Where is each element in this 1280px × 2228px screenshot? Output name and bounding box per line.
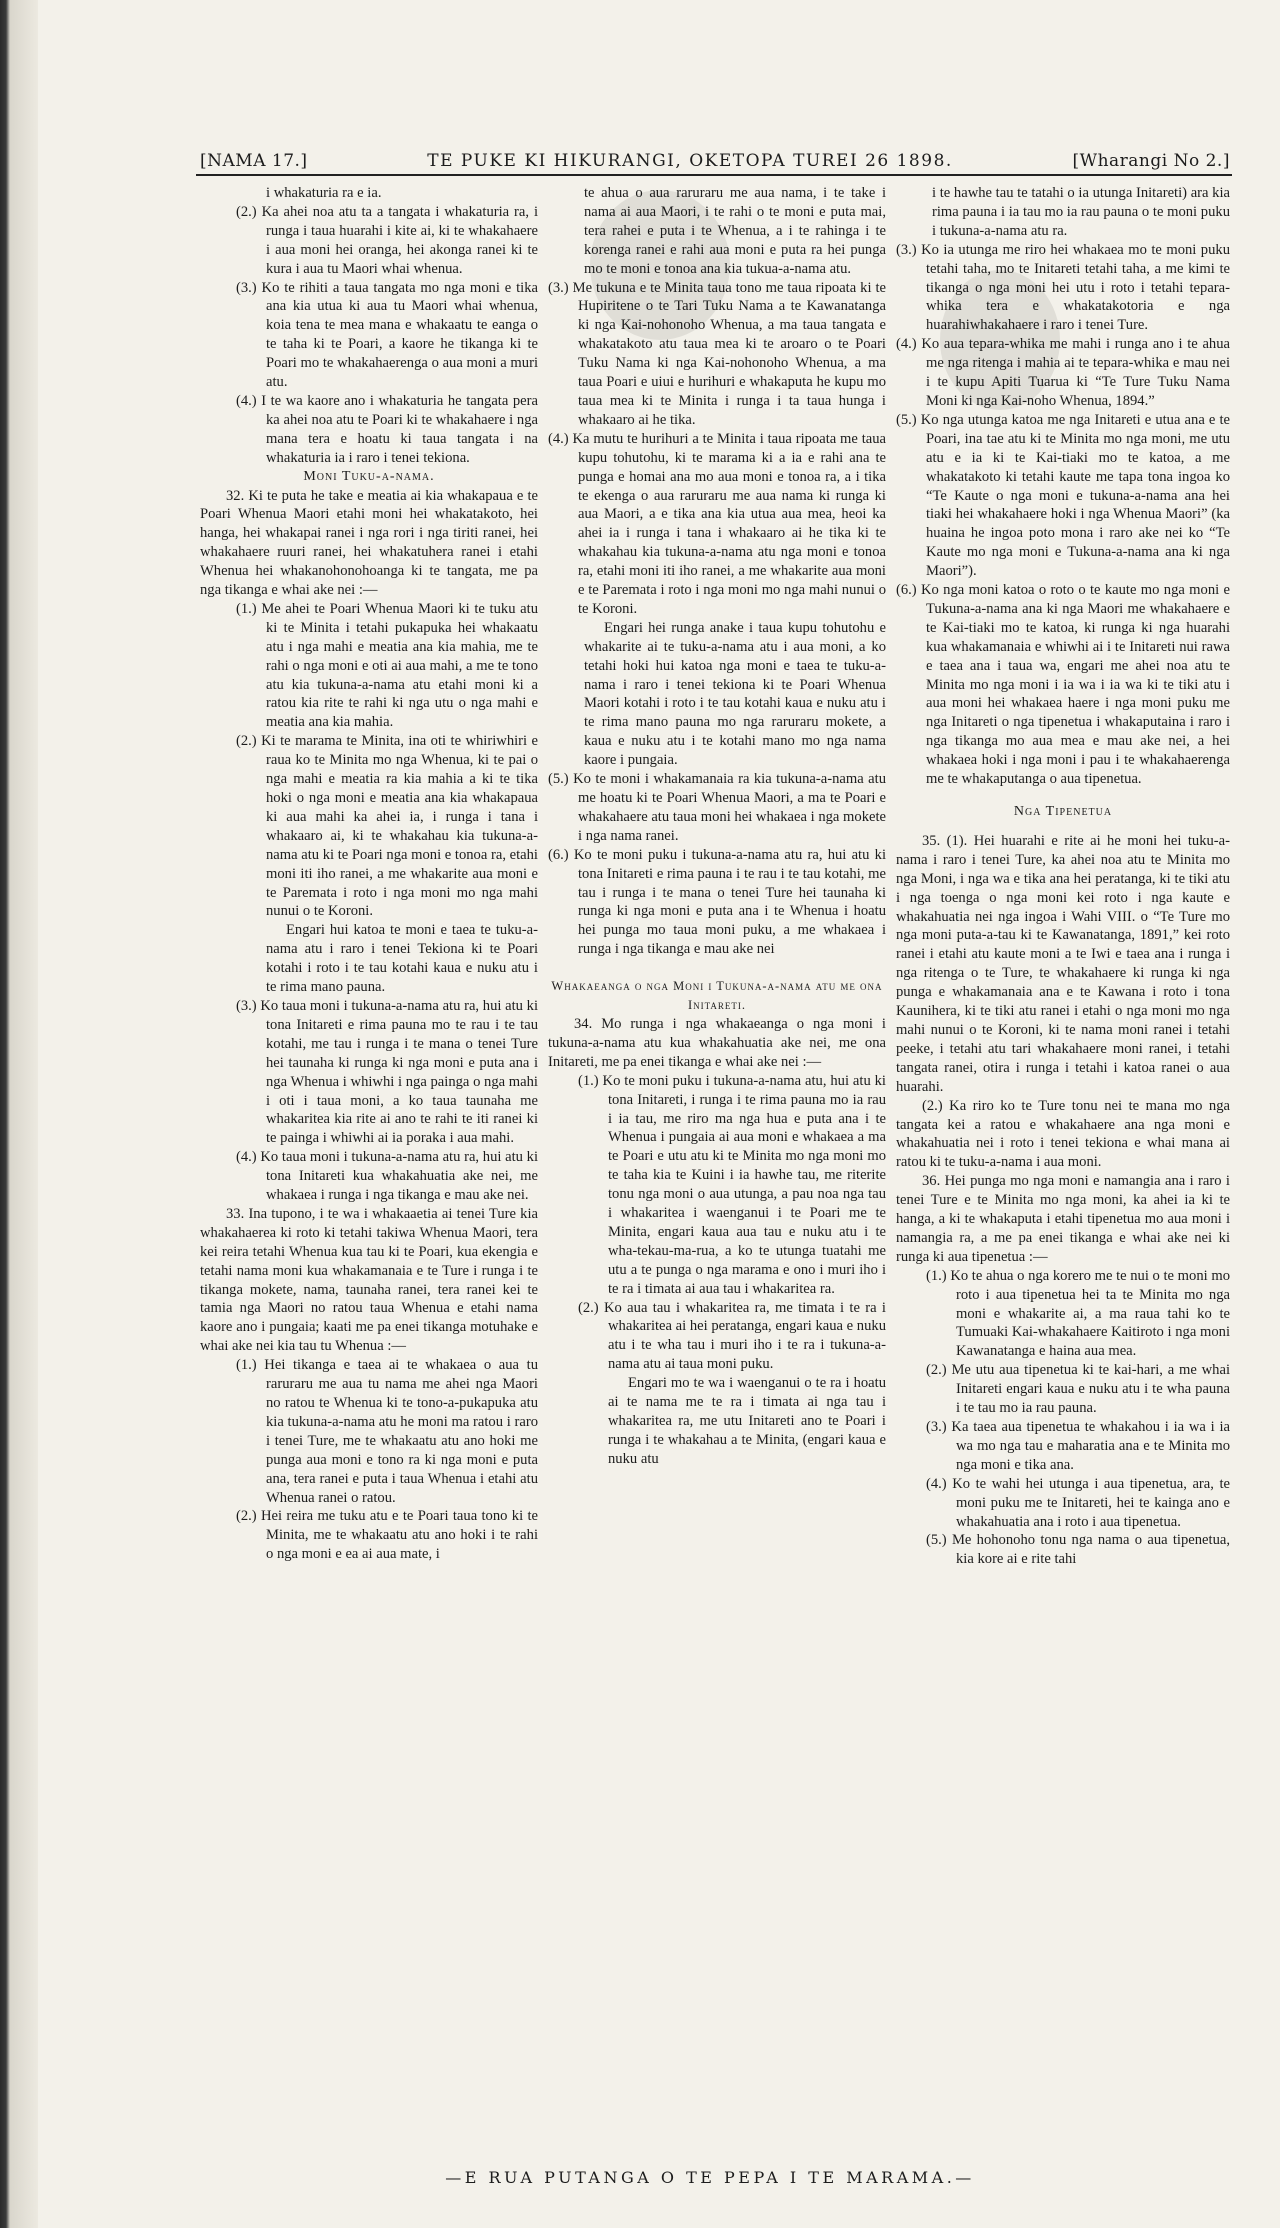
section-paragraph: 32. Ki te puta he take e meatia ai kia whakapaua e te Poari Whenua Maori etahi moni hei whakatakoto, hei hanga, hei whakapai ranei i nga rori i nga tiriti ranei, hei whakahaere ruuri ranei, hei whakatuhera ranei i etahi Whenua hei whakanohonohoanga ki te tangata, me pa nga tikanga e whai ake nei :— [200,487,538,599]
clause: (6.) Ko te moni puku i tukuna-a-nama atu ra, hui atu ki tona Initareti e rima pauna i te rau i te tau kotahi, me tau i runga i te mana o tenei Ture hei taunaha ki runga ki nga moni e puta ana i te Whenua i hoatu hei punga mo taua moni puku, a me whakaea i runga i nga tikanga e mau ake nei [548,846,886,958]
clause: (1.) Hei tikanga e taea ai te whakaea o aua tu raruraru me aua tu nama me ahei nga Maori no ratou te Whenua ki te tono-a-pukapuka atu kia tukuna-a-nama atu he moni ma ratou i raro i tenei Ture, me te whakaatu atu ano hoki me punga aua moni e tono ra ki nga moni e puta ana, tera ranei e puta i taua Whenua i etahi atu Whenua ranei o ratou. [236,1357,538,1506]
clause: (5.) Me hohonoho tonu nga nama o aua tipenetua, kia kore ai e rite tahi [926,1532,1230,1568]
clause: (4.) I te wa kaore ano i whakaturia he tangata pera ka ahei noa atu te Poari ki te whakahaere i nga mana tera e hoatu ki taua tangata i na whakaturia ia i raro i tenei tekiona. [236,392,538,466]
section-paragraph: 35. (1). Hei huarahi e rite ai he moni hei tuku-a-nama i raro i tenei Ture, ka ahei noa atu te Minita mo nga Moni, i nga wa e tika ana hei peratanga, ki te tiki atu i nga toenga o nga moni kei roto i nga kaute e whakahuatia nei nga ingoa i Wahi VIII. o “Te Ture mo nga moni puta-a-tau ki te Kawanatanga, 1891,” kei roto ranei i etahi atu kaute moni a te Iwi e taea ana i runga i nga ritenga o te Ture, te whakahaere ki runga ki nga punga e whakamanaia ana e te Kawana i roto i tona Kaunihera, ki te tiki atu ranei i etahi o nga moni mo nga mahi nunui o te Koroni, ki te nama moni ranei i tetahi peeke, i tetahi atu tari whakahaere moni ranei, i tetahi tangata ranei, otira i runga i tetahi i katoa ranei o aua huarahi. [896,832,1230,1095]
paragraph: te ahua o aua raruraru me aua nama, i te take i nama ai aua Maori, i te rahi o te moni e puta mai, tera rahei e puta i te Whenua, a i te rahinga i te korenga ranei e rahi aua moni e puta ra hei punga mo te moni e tonoa ana kia tukua-a-nama atu. [584,185,886,277]
clause: (6.) Ko nga moni katoa o roto o te kaute mo nga moni e Tukuna-a-nama ana ki nga Maori me whakahaere e te Kai-tiaki mo te katoa, ki runga ki nga huarahi kua whakamanaia e whiwhi ai i te Initareti nui rawa e taea ana i taua wa, engari me ahei noa atu te Minita mo nga moni i ia wa i ia wa ki te tiki atu i aua moni hei whakaea haere i nga moni puku me nga Initareti o nga tipenetua i whakaputaina i raro i nga tikanga mo aua mea e mau ake nei, a hei whakaea hoki i nga moni i pau i te whakahaerenga me te whakaputanga o aua tipenetua. [896,582,1230,788]
clause: (5.) Ko nga utunga katoa me nga Initareti e utua ana e te Poari, ina tae atu ki te Minita mo nga moni, me utu atu e ia ki te Kai-tiaki mo te katoa, a me whakatakoto ki tetahi kaute me tapa tona ingoa ko “Te Kaute o nga moni e tukuna-a-nama ana hei tiaki hei whakahaere hoki i nga Whenua Maori” (ka huaina he ingoa poto mona i raro ake nei ko “Te Kaute mo nga moni e Tukuna-a-nama ana ki nga Maori”). [896,411,1230,580]
clause: (3.) Ko te rihiti a taua tangata mo nga moni e tika ana kia utua ki aua tu Maori whai whenua, koia tena te mea mana e whakaatu te eanga o te taha ki te Poari, a kaore he tikanga ki te Poari mo te whakahaerenga o aua moni a muri atu. [236,279,538,391]
proviso: Engari hui katoa te moni e taea te tuku-a-nama atu i raro i tenei Tekiona ki te Poari kotahi i roto i te tau kotahi kaua e nuku atu i te rima mano pauna. [266,922,538,996]
clause: (4.) Ko aua tepara-whika me mahi i runga ano i te ahua me nga ritenga i mahia ai te tepara-whika e mau nei i te kupu Apiti Tuarua ki “Te Ture Tuku Nama Moni ki nga Kai-noho Whenua, 1894.” [896,336,1230,409]
section-heading: Nga Tipenetua [1013,804,1113,819]
paragraph: i te hawhe tau te tatahi o ia utunga Initareti) ara kia rima pauna i ia tau mo ia rau pauna o te moni puku i tukuna-a-nama atu ra. [932,185,1230,239]
clause: (5.) Ko te moni i whakamanaia ra kia tukuna-a-nama atu me hoatu ki te Poari Whenua Maori, a ma te Poari e whakahaere atu taua moni hei whakaea i nga mokete i nga nama ranei. [548,771,886,844]
page-footer: —E RUA PUTANGA O TE PEPA I TE MARAMA.— [445,2168,975,2187]
clause: (4.) Ko taua moni i tukuna-a-nama atu ra, hui atu ki tona Initareti kua whakahuatia ake nei, me whakaea i runga i nga tikanga e mau ake nei. [236,1149,538,1204]
column-1 [200,184,538,1564]
proviso: Engari mo te wa i waenganui o te ra i hoatu ai te nama me te ra i timata ai nga tau i whakaritea ra, me utu Initareti ano te Poari i runga i te whakahau a te Minita, (engari kaua e nuku atu [608,1375,886,1467]
clause: (3.) Ka taea aua tipenetua te whakahou i ia wa i ia wa mo nga tau e maharatia ana e te Minita mo nga moni e tika ana. [926,1419,1230,1473]
clause: (4.) Ka mutu te hurihuri a te Minita i taua ripoata me taua kupu tohutohu, ki te marama ki a ia e rahi ana te punga e homai ana mo aua moni e tonoa ra, a i tika te ekenga o aua raruraru me aua nama ki runga ki aua Maori, a e tika ana kia utua aua mea, heoi ka ahei ia i runga i tana i whakaaro ai he tika ki te whakahau kia tukuna-a-nama atu nga moni e tonoa ra, etahi moni iti iho ranei, a me whakarite aua moni e te Paremata i roto i nga moni mo nga mahi nunui o te Koroni. [548,430,886,617]
page-binding-edge [0,0,38,2228]
clause: (1.) Ko te ahua o nga korero me te nui o te moni mo roto i aua tipenetua hei ta te Minita mo nga moni e whakarite ai, a ma raua tahi ko te Tumuaki Kai-whakahaere Kaitiroto i nga moni Kawanatanga e haina aua mea. [926,1267,1230,1360]
section-heading: Moni Tuku-a-nama. [303,468,435,484]
clause: (2.) Me utu aua tipenetua ki te kai-hari, a me whai Initareti engari kaua e nuku atu i te wha pauna i te tau mo ia rau pauna. [926,1362,1230,1417]
header-rule [196,174,1232,176]
paragraph: i whakaturia ra e ia. [266,185,382,201]
clause: (1.) Ko te moni puku i tukuna-a-nama atu, hui atu ki tona Initareti, i runga i te rima pauna mo ia rau i ia tau, me riro ma nga hua e puta ana i te Whenua i pungaia ai aua moni e whakaea a ma te Poari e utu atu ki te Minita mo nga moni mo te taha kia te Kuini i ia hawhe tau, me riterite tonu nga moni o aua utunga, a pau noa nga tau i whakaritea i waenganui i te Poari me te Minita, engari kaua aua tau e nuku atu i te wha-tekau-ma-rua, a ko te utunga tuatahi me utu a te punga o nga marama e ono i muri iho i te ra i timata ai aua tau i whakaritea ra. [578,1072,886,1297]
clause: (2.) Ki te marama te Minita, ina oti te whiriwhiri e raua ko te Minita mo nga Whenua, ki te pai o nga mahi e meatia ra kia mahia a ki te tika hoki o nga moni e meatia ana kia whakapaua ki aua mahi ka ahei ia, i runga i tana i whakaaro ai, ki te whakahau kia tukuna-a-nama atu ki te Poari nga moni e tonoa ra, etahi moni iti iho ranei, a me whakarite aua moni e te Paremata i roto i nga moni mo nga mahi nunui o te Koroni. [236,733,538,920]
clause: (2.) Hei reira me tuku atu e te Poari taua tono ki te Minita, me te whakaatu atu ano hoki i te rahi o nga moni e ea ai aua mate, i [236,1508,538,1563]
clause: (2.) Ka ahei noa atu ta a tangata i whakaturia ra, i runga i taua huarahi i kite ai, ki te whakahaere i aua moni hei oranga, hei akonga ranei ki te kura i aua tu Maori whai whenua. [236,203,538,277]
clause: (4.) Ko te wahi hei utunga i aua tipenetua, ara, te moni puku me te Initareti, hei te kainga ano e whakahuatia ana i roto i aua tipenetua. [926,1475,1230,1530]
section-heading: Whakaeanga o nga Moni i Tukuna-a-nama atu me ona Initareti. [551,979,883,1013]
ink-smudge [590,190,730,340]
proviso: Engari hei runga anake i taua kupu tohutohu e whakarite ai te tuku-a-nama atu i aua moni, a ko tetahi hoki hui katoa nga moni e taea te tuku-a-nama i raro i tenei tekiona ki te Poari Whenua Maori kotahi i roto i te tau kotahi kaua e nuku atu i te rima mano pauna mo nga raruraru mokete, a kaua e nuku atu i te kotahi mano mo nga nama kaore i pungaia. [584,619,886,769]
issue-number: [NAMA 17.] [200,151,308,171]
column-2 [548,184,886,1469]
section-paragraph: 36. Hei punga mo nga moni e namangia ana i raro i tenei Ture e te Minita mo nga moni, ka ahei ia ki te hanga, a ki te whakaputa i etahi tipenetua mo aua moni i namangia ra, a me pa enei tikanga e whai ake nei ki runga ki aua tipenetua :— [896,1173,1230,1265]
section-paragraph: (2.) Ka riro ko te Ture tonu nei te mana mo nga tangata kei a ratou e whakahaere ana nga moni e whakahuatia nei i roto i tenei tekiona e whai mana ai ratou ki te tuku-a-nama i aua moni. [896,1097,1230,1171]
clause: (3.) Ko ia utunga me riro hei whakaea mo te moni puku tetahi taha, mo te Initareti tetahi taha, a me kimi te tikanga o nga moni hei utu i roto i tetahi tepara-whika tera e whakatakotoria e nga huarahiwhakahaere i raro i tenei Ture. [896,241,1230,334]
clause: (2.) Ko aua tau i whakaritea ra, me timata i te ra i whakaritea ai hei peratanga, engari kaua e nuku atu i te wha tau i muri iho i te ra i tukuna-a-nama atu ai taua moni puku. [578,1299,886,1373]
clause: (1.) Me ahei te Poari Whenua Maori ki te tuku atu ki te Minita i tetahi pukapuka hei whakaatu atu i nga mahi e meatia ana kia mahia, me te rahi o nga moni e oti ai aua mahi, a me te tono atu kia tukuna-a-nama atu etahi moni ki a ratou kia rite te rahi ki nga utu o nga mahi e meatia ana kia mahia. [236,600,538,731]
masthead-title: TE PUKE KI HIKURANGI, OKETOPA TUREI 26 1898. [427,151,953,171]
page-number: [Wharangi No 2.] [1072,151,1230,171]
page-header [200,150,1230,172]
section-paragraph: 33. Ina tupono, i te wa i whakaaetia ai tenei Ture kia whakahaerea ki roto ki tetahi takiwa Whenua Maori, tera kei reira tetahi Whenua kua tau ki te Poari, kua ekengia e tetahi nama moni kua whakamanaia e te Ture i runga i te tikanga mokete, nama, taunaha ranei, tera ranei kei te tamia nga Maori no ratou taua Whenua e etahi nama kaore ano i pungaia; kaati me pa enei tikanga motuhake e whai ake nei kia tau tu Whenua :— [200,1205,538,1355]
column-3 [896,184,1230,1569]
clause: (3.) Ko taua moni i tukuna-a-nama atu ra, hui atu ki tona Initareti e rima pauna mo te rau i te tau kotahi, me tau i runga i te mana o tenei Ture hei taunaha ki runga ki nga moni e puta ana i nga Whenua i whiwhi i nga painga o nga mahi i oti i taua moni, a ko taua taunaha me whakaritea kia rite ai ano te rahi te iti ranei ki te painga i whiwhi ai ia poraka i aua mahi. [236,997,538,1147]
section-paragraph: 34. Mo runga i nga whakaeanga o nga moni i tukuna-a-nama atu kua whakahuatia ake nei, me ona Initareti, me pa enei tikanga e whai ake nei :— [548,1015,886,1070]
ink-smudge [940,270,1060,410]
clause: (3.) Me tukuna e te Minita taua tono me taua ripoata ki te Hupiritene o te Tari Tuku Nama a te Kawanatanga ki nga Kai-nohonoho Whenua, a ma taua tangata e whakatakoto atu taua mea ki te aroaro o te Poari Tuku Nama ki nga Kai-nohonoho Whenua, a ma taua Poari e uiui e hurihuri e whakaputa he kupu mo taua mea ki te Minita i runga i ta taua hunga i whakaaro ai he tika. [548,279,886,428]
